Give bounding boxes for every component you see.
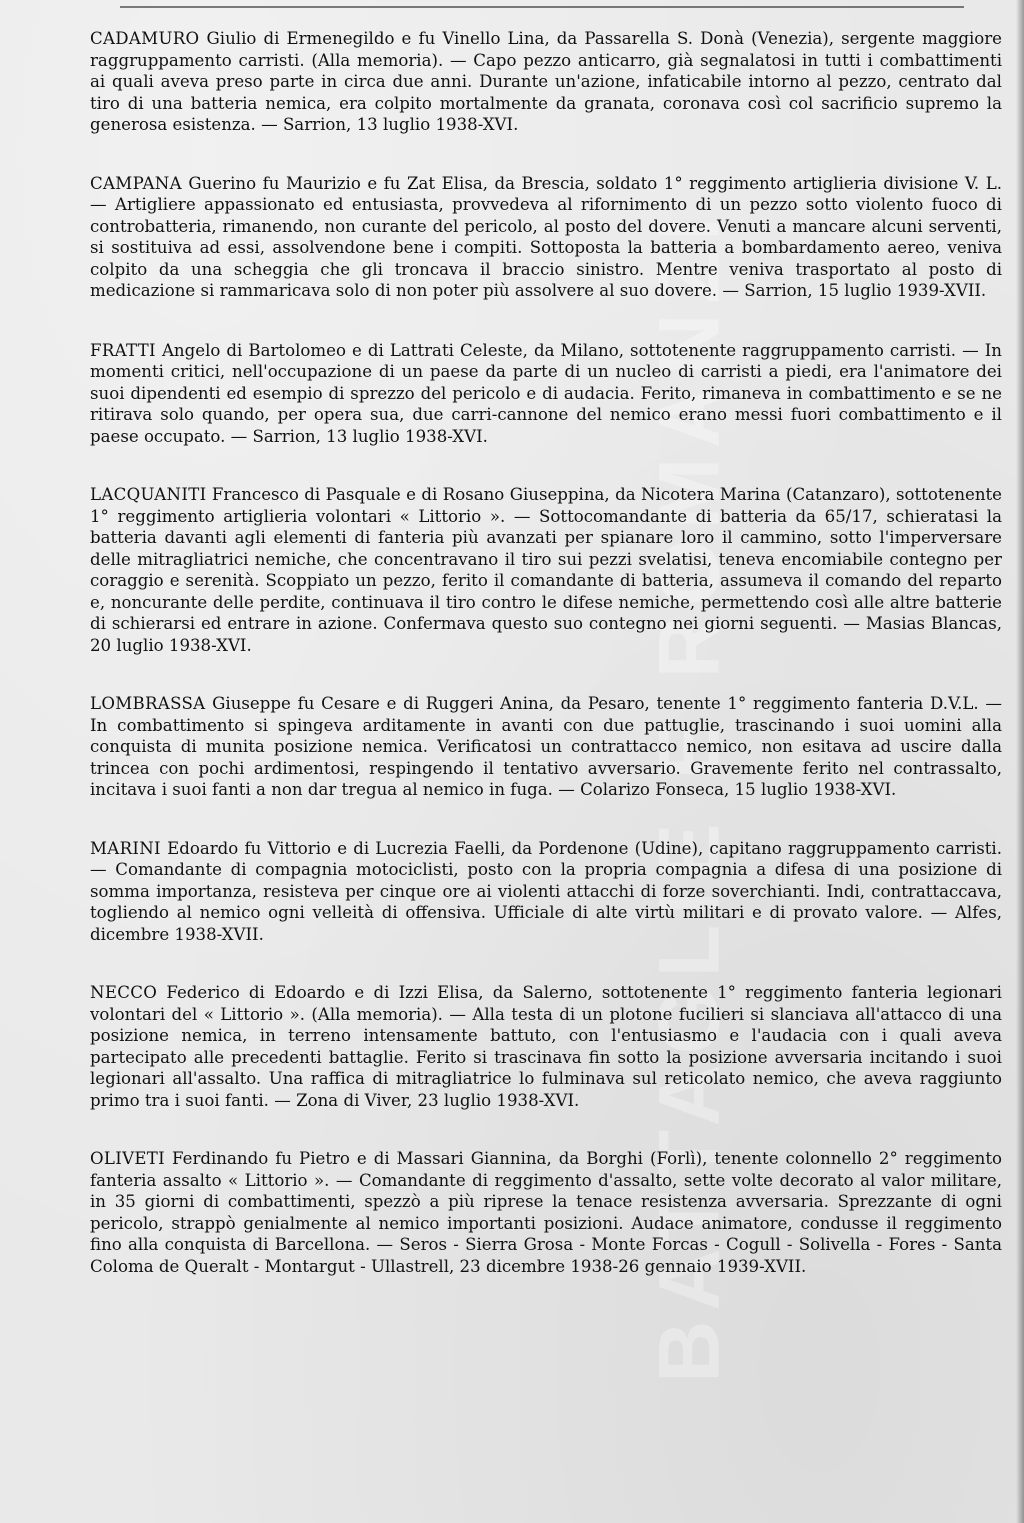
entry-fratti [90,340,1002,448]
entry-surname: NECCO [90,983,158,1002]
entry-spacer [90,945,1002,982]
entry-spacer [90,656,1002,693]
entry-text: Angelo di Bartolomeo e di Lattrati Celeste, da Milano, sottotenente raggruppamento carristi. — In momenti critici, nell'occupazione di un paese da parte di un nucleo di carristi a piedi, era l'animatore dei suoi dipendenti ed esempio di sprezzo del pericolo e di audacia. Ferito, rimaneva in combattimento e se ne ritirava solo quando, per opera sua, due carri-cannone del nemico erano messi fuori combattimento e il paese occupato. — Sarrion, 13 luglio 1938-XVI. [90,340,1002,446]
entry-spacer [90,801,1002,838]
entry-surname: MARINI [90,838,161,858]
entry-surname: OLIVETI [90,1149,165,1168]
entry-text: Giulio di Ermenegildo e fu Vinello Lina, da Passarella S. Donà (Venezia), sergente maggiore raggruppamento carristi. (Alla memoria). — Capo pezzo anticarro, già segnalatosi in tutti i combattimenti ai quali aveva preso parte in circa due anni. Durante un'azione, infaticabile intorno al pezzo, centrato dal tiro di una batteria nemica, era colpito mortalmente da granata, coronava così col sacrificio supremo la generosa esistenza. — Sarrion, 13 luglio 1938-XVI. [90,29,1002,134]
entry-oliveti [90,1148,1002,1277]
entry-surname: LOMBRASSA [90,694,206,713]
entries-list [90,28,1002,1277]
entry-text: Federico di Edoardo e di Izzi Elisa, da Salerno, sottotenente 1° reggimento fanteria legionari volontari del « Littorio ». (Alla memoria). — Alla testa di un plotone fucilieri si slanciava all'attacco di una posizione nemica, in terreno intensamente battuto, con l'entusiasmo e l'audacia con i quali aveva partecipato alle precedenti battaglie. Ferito si trascinava fin sotto la posizione avversaria incitando i suoi legionari all'assalto. Una raffica di mitragliatrice lo fulminava sul reticolato nemico, che aveva raggiunto primo tra i suoi fanti. — Zona di Viver, 23 luglio 1938-XVI. [90,983,1002,1110]
entry-surname: FRATTI [90,340,156,360]
entry-necco [90,982,1002,1111]
entry-text: Francesco di Pasquale e di Rosano Giuseppina, da Nicotera Marina (Catanzaro), sottotenente 1° reggimento artiglieria volontari « Littorio ». — Sottocomandante di batteria da 65/17, schieratasi la batteria davanti agli elementi di fanteria più avanzati per spianare loro il cammino, sotto l'imperversare delle mitragliatrici nemiche, che concentravano il tiro sui pezzi svelatisi, teneva encomiabile contegno per coraggio e serenità. Scoppiato un pezzo, ferito il comandante di batteria, assumeva il comando del reparto e, noncurante delle perdite, continuava il tiro contro le difese nemiche, permettendo così alle altre batterie di schierarsi ed entrare in azione. Confermava questo suo contegno nei giorni seguenti. — Masias Blancas, 20 luglio 1938-XVI. [90,485,1003,655]
page-edge-shadow [1016,0,1024,1523]
entry-lacquaniti [90,484,1002,656]
entry-campana [90,173,1002,302]
entry-spacer [90,1111,1002,1148]
entry-text: Guerino fu Maurizio e fu Zat Elisa, da Brescia, soldato 1° reggimento artiglieria divisione V. L. — Artigliere appassionato ed entusiasta, provvedeva al rifornimento di un pezzo sotto violento fuoco di controbatteria, rimanendo, non curante del pericolo, al posto del dovere. Venuti a mancare alcuni serventi, si sostituiva ad essi, assolvendone bene i compiti. Sottoposta la batteria a bombardamento aereo, veniva colpito da una scheggia che gli troncava il braccio sinistro. Mentre veniva trasportato al posto di medicazione si rammaricava solo di non poter più assolvere al suo dovere. — Sarrion, 15 luglio 1939-XVII. [90,173,1002,300]
entry-cadamuro [90,28,1002,136]
entry-surname: CAMPANA [90,173,182,193]
entry-marini [90,838,1002,946]
entry-surname: LACQUANITI [90,485,207,504]
entry-surname: CADAMURO [90,29,200,48]
entry-lombrassa [90,693,1002,801]
entry-text: Giuseppe fu Cesare e di Ruggeri Anina, da Pesaro, tenente 1° reggimento fanteria D.V.L. — In combattimento si spingeva arditamente in avanti con due pattuglie, trascinando i suoi uomini alla conquista di munita posizione nemica. Verificatosi un contrattacco nemico, non esitava ad uscire dalla trincea con pochi ardimentosi, respingendo il tentativo avversario. Gravemente ferito nel contrassalto, incitava i suoi fanti a non dar tregua al nemico in fuga. — Colarizo Fonseca, 15 luglio 1938-XVI. [90,694,1002,799]
entry-spacer [90,136,1002,173]
entry-spacer [90,447,1002,484]
entry-text: Edoardo fu Vittorio e di Lucrezia Faelli, da Pordenone (Udine), capitano raggruppamento carristi. — Comandante di compagnia motociclisti, posto con la propria compagnia a difesa di una posizione di somma importanza, resisteva per cinque ore ai violenti attacchi di forze soverchianti. Indi, contrattaccava, togliendo al nemico ogni velleità di offensiva. Ufficiale di alte virtù militari e di provato valore. — Alfes, dicembre 1938-XVII. [90,838,1002,944]
watermark-text: BATTAGLIE E ROMANZI [641,207,738,1383]
top-rule [120,6,964,8]
entry-spacer [90,302,1002,340]
entry-text: Ferdinando fu Pietro e di Massari Giannina, da Borghi (Forlì), tenente colonnello 2° reggimento fanteria assalto « Littorio ». — Comandante di reggimento d'assalto, sette volte decorato al valor militare, in 35 giorni di combattimenti, spezzò a più riprese la tenace resistenza avversaria. Sprezzante di ogni pericolo, strappò genialmente al nemico importanti posizioni. Audace animatore, condusse il reggimento fino alla conquista di Barcellona. — Seros - Sierra Grosa - Monte Forcas - Cogull - Solivella - Fores - Santa Coloma de Queralt - Montargut - Ullastrell, 23 dicembre 1938-26 gennaio 1939-XVII. [90,1149,1002,1276]
